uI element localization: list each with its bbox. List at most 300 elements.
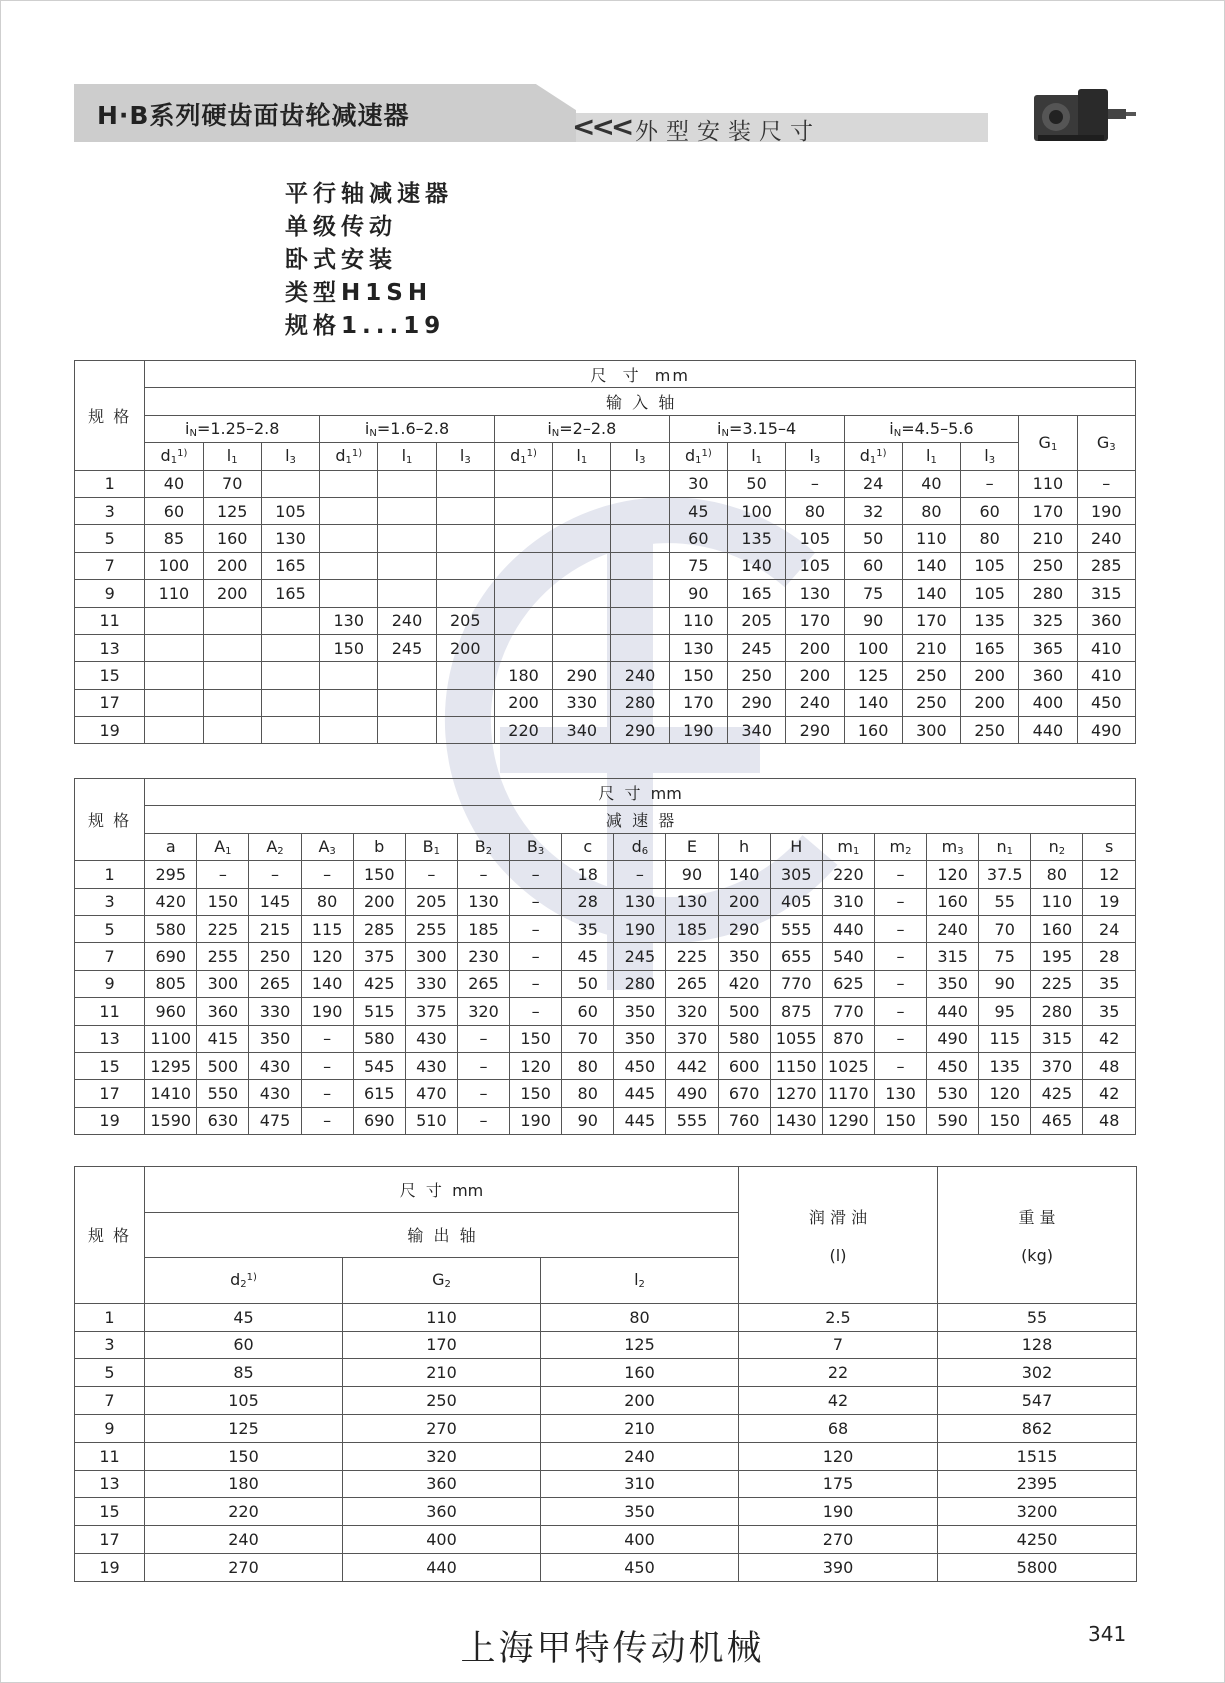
sub-header-l1: [902, 443, 960, 470]
footnote-marker: 1): [177, 448, 188, 460]
table-cell: 200: [961, 662, 1019, 689]
table-cell: 265: [457, 970, 509, 997]
table-cell: 105: [961, 580, 1019, 607]
table-cell: 430: [405, 1025, 457, 1052]
sub-header-l3: [261, 443, 319, 470]
table-cell: 220: [822, 861, 874, 888]
table-cell: 160: [541, 1359, 739, 1387]
table-cell: 430: [405, 1052, 457, 1079]
subscript: N: [369, 427, 377, 439]
table-cell: 45: [562, 943, 614, 970]
table-cell: 450: [614, 1052, 666, 1079]
sub-header-label: $d_1$: [335, 446, 352, 467]
sub-header-d1: [145, 443, 203, 470]
table-cell: 110: [669, 607, 727, 634]
table-row: [75, 970, 1136, 997]
table-cell: 615: [353, 1080, 405, 1107]
table-cell: 60: [145, 497, 203, 524]
table-cell: 40: [902, 470, 960, 497]
size-cell: 5: [75, 525, 145, 552]
table-row: [75, 1553, 1137, 1581]
size-cell: 3: [75, 1331, 145, 1359]
table-cell: [203, 634, 261, 661]
table-cell: 862: [938, 1414, 1137, 1442]
subscript: 6: [641, 845, 649, 857]
table-cell: 270: [343, 1414, 541, 1442]
table-cell: 255: [405, 915, 457, 942]
table-cell: 230: [457, 943, 509, 970]
table-cell: 510: [405, 1107, 457, 1134]
table-cell: 150: [510, 1080, 562, 1107]
size-cell: 13: [75, 1025, 145, 1052]
subscript: 1: [170, 455, 178, 467]
table-cell: [203, 689, 261, 716]
table-cell: 515: [353, 998, 405, 1025]
weight-unit: (kg): [1021, 1245, 1053, 1265]
table-cell: [553, 497, 611, 524]
subscript: 1: [580, 455, 588, 467]
size-cell: 17: [75, 689, 145, 716]
table-cell: [436, 717, 494, 744]
table-cell: [553, 525, 611, 552]
table-cell: 310: [541, 1470, 739, 1498]
subscript: 1: [1006, 845, 1013, 857]
table-cell: –: [874, 998, 926, 1025]
table-cell: 325: [1019, 607, 1077, 634]
table-cell: 160: [203, 525, 261, 552]
table-cell: 305: [770, 861, 822, 888]
table-cell: 365: [1019, 634, 1077, 661]
table-cell: [145, 689, 203, 716]
table-cell: 1410: [145, 1080, 197, 1107]
ratio-group-header: $i_N=4.5-5.6$: [844, 415, 1019, 442]
series-title: H·B系列硬齿面齿轮减速器: [97, 101, 410, 130]
table-cell: –: [510, 998, 562, 1025]
table-cell: –: [874, 970, 926, 997]
table-cell: 410: [1077, 634, 1135, 661]
table-cell: 330: [405, 970, 457, 997]
table-cell: 1295: [145, 1052, 197, 1079]
table-cell: [611, 634, 669, 661]
table-cell: 85: [145, 525, 203, 552]
table-cell: 360: [1077, 607, 1135, 634]
table-cell: 140: [718, 861, 770, 888]
table-cell: 130: [320, 607, 378, 634]
table-row: [75, 607, 1136, 634]
column-header: $B_3$: [510, 833, 562, 860]
table-cell: 430: [249, 1052, 301, 1079]
table-cell: –: [457, 1107, 509, 1134]
table-cell: 100: [727, 497, 785, 524]
table-cell: 280: [1019, 580, 1077, 607]
sub-header-d1: [844, 443, 902, 470]
table-cell: 200: [203, 552, 261, 579]
table-row: [75, 717, 1136, 744]
subscript: 3: [537, 845, 545, 857]
table-cell: 240: [378, 607, 436, 634]
table-cell: 150: [320, 634, 378, 661]
subscript: 3: [988, 455, 996, 467]
table-cell: 370: [1031, 1052, 1083, 1079]
table-cell: 48: [1083, 1052, 1136, 1079]
table-cell: [378, 717, 436, 744]
output-shaft-table: [74, 1166, 1137, 1582]
table-cell: 425: [1031, 1080, 1083, 1107]
sub-header-label: $d_1$: [684, 446, 702, 467]
table-cell: 690: [145, 943, 197, 970]
table-cell: 240: [541, 1442, 739, 1470]
table-cell: 165: [261, 552, 319, 579]
table-cell: 130: [261, 525, 319, 552]
table-cell: 42: [1083, 1080, 1136, 1107]
subscript: 1: [433, 845, 441, 857]
table-cell: 250: [902, 689, 960, 716]
table-cell: 250: [961, 717, 1019, 744]
table-cell: 1430: [770, 1107, 822, 1134]
table-cell: 440: [1019, 717, 1077, 744]
subscript: N: [551, 427, 560, 439]
table-cell: –: [301, 861, 353, 888]
table-cell: [494, 607, 552, 634]
table-cell: 1290: [822, 1107, 874, 1134]
table-cell: 80: [961, 525, 1019, 552]
table-cell: [553, 634, 611, 661]
table-cell: [203, 717, 261, 744]
table-cell: 690: [353, 1107, 405, 1134]
table-cell: 315: [1031, 1025, 1083, 1052]
table-cell: [320, 662, 378, 689]
size-cell: 7: [75, 943, 145, 970]
table-cell: 375: [405, 998, 457, 1025]
table-cell: 75: [669, 552, 727, 579]
table-cell: 370: [666, 1025, 718, 1052]
table-cell: 19: [1083, 888, 1136, 915]
table-cell: 205: [436, 607, 494, 634]
table-cell: 245: [614, 943, 666, 970]
table-cell: 240: [786, 689, 844, 716]
table-cell: [145, 717, 203, 744]
table-cell: 580: [718, 1025, 770, 1052]
table-cell: [378, 580, 436, 607]
table-cell: 250: [902, 662, 960, 689]
subscript: 3: [957, 845, 964, 857]
table-cell: 360: [197, 998, 249, 1025]
table-cell: 670: [718, 1080, 770, 1107]
table-cell: 220: [145, 1498, 343, 1526]
table-cell: 180: [145, 1470, 343, 1498]
subscript: N: [893, 427, 902, 439]
table-cell: 555: [770, 915, 822, 942]
g1-header: $G_1$: [1019, 415, 1077, 470]
size-cell: 13: [75, 634, 145, 661]
table-cell: 360: [1019, 662, 1077, 689]
table-cell: 405: [770, 888, 822, 915]
table-cell: 40: [145, 470, 203, 497]
table-cell: 180: [494, 662, 552, 689]
size-cell: 15: [75, 662, 145, 689]
table-cell: 250: [727, 662, 785, 689]
table-cell: 80: [301, 888, 353, 915]
table-cell: [320, 497, 378, 524]
table-cell: 215: [249, 915, 301, 942]
table-cell: 225: [197, 915, 249, 942]
table-cell: 140: [902, 580, 960, 607]
table-cell: [320, 470, 378, 497]
sub-header-l3: [611, 443, 669, 470]
table-cell: 42: [739, 1387, 938, 1415]
table-cell: 225: [666, 943, 718, 970]
desc-line-3: 卧式安装: [285, 247, 397, 273]
table-row: [75, 1526, 1137, 1554]
table-cell: 120: [301, 943, 353, 970]
page-number: 341: [1088, 1622, 1127, 1646]
table-row: [75, 1025, 1136, 1052]
table-cell: 190: [301, 998, 353, 1025]
subscript: 2: [638, 1279, 645, 1291]
table-cell: 110: [1019, 470, 1077, 497]
size-cell: 5: [75, 915, 145, 942]
table-cell: –: [786, 470, 844, 497]
table-cell: 32: [844, 497, 902, 524]
oil-label: 润 滑 油: [808, 1207, 868, 1227]
column-header: $A_1$: [197, 833, 249, 860]
g3-header: $G_3$: [1077, 415, 1135, 470]
size-cell: 11: [75, 998, 145, 1025]
table-cell: 580: [353, 1025, 405, 1052]
table-cell: 445: [614, 1107, 666, 1134]
table-cell: [611, 497, 669, 524]
size-cell: 19: [75, 717, 145, 744]
column-header: E: [666, 833, 718, 860]
table-cell: 300: [405, 943, 457, 970]
input-shaft-header: 输 入 轴: [145, 388, 1136, 415]
size-cell: 17: [75, 1080, 145, 1107]
table-cell: 590: [927, 1107, 979, 1134]
table-cell: [378, 662, 436, 689]
table-cell: 90: [979, 970, 1031, 997]
table-cell: 80: [902, 497, 960, 524]
table-cell: 120: [739, 1442, 938, 1470]
table-cell: 50: [562, 970, 614, 997]
table-cell: 35: [1083, 998, 1136, 1025]
table-cell: [494, 552, 552, 579]
sub-header-label: $l_1$: [751, 446, 763, 467]
size-cell: 15: [75, 1498, 145, 1526]
table-cell: 255: [197, 943, 249, 970]
table-row: [75, 662, 1136, 689]
size-cell: 17: [75, 1526, 145, 1554]
table-cell: 870: [822, 1025, 874, 1052]
size-cell: 9: [75, 580, 145, 607]
subscript: 1: [755, 455, 763, 467]
table-cell: 50: [844, 525, 902, 552]
table-cell: [436, 662, 494, 689]
table-cell: –: [961, 470, 1019, 497]
table-cell: 80: [541, 1303, 739, 1331]
table-cell: 150: [510, 1025, 562, 1052]
table-cell: 1515: [938, 1442, 1137, 1470]
sub-header-label: $l_3$: [809, 446, 821, 467]
table-cell: [145, 634, 203, 661]
table-cell: 295: [145, 861, 197, 888]
table-cell: –: [301, 1080, 353, 1107]
table-cell: 195: [1031, 943, 1083, 970]
size-cell: 15: [75, 1052, 145, 1079]
table-cell: 655: [770, 943, 822, 970]
subscript: 3: [639, 455, 646, 467]
size-cell: 19: [75, 1553, 145, 1581]
table-cell: [436, 580, 494, 607]
table-cell: –: [510, 888, 562, 915]
table-row: [75, 497, 1136, 524]
subscript: 3: [813, 455, 821, 467]
table-cell: [261, 662, 319, 689]
table-cell: –: [457, 861, 509, 888]
table-cell: 960: [145, 998, 197, 1025]
table-cell: 375: [353, 943, 405, 970]
table-cell: 425: [353, 970, 405, 997]
table-cell: 300: [197, 970, 249, 997]
table-cell: 4250: [938, 1526, 1137, 1554]
sub-header-label: $d_1$: [859, 446, 877, 467]
table-cell: 105: [961, 552, 1019, 579]
sub-header-label: $d_1$: [160, 446, 178, 467]
section-title: 外型安装尺寸: [635, 119, 821, 145]
table-cell: 442: [666, 1052, 718, 1079]
table-cell: 185: [666, 915, 718, 942]
table-cell: 150: [353, 861, 405, 888]
table-cell: 75: [844, 580, 902, 607]
sub-header-l3: [961, 443, 1019, 470]
table-cell: 200: [541, 1387, 739, 1415]
column-header: a: [145, 833, 197, 860]
table-cell: 150: [145, 1442, 343, 1470]
table-cell: 1270: [770, 1080, 822, 1107]
table-cell: 770: [822, 998, 874, 1025]
table-cell: [494, 580, 552, 607]
sub-header-label: $l_3$: [285, 446, 296, 467]
size-cell: 1: [75, 470, 145, 497]
subscript: 3: [289, 455, 296, 467]
table-cell: 150: [874, 1107, 926, 1134]
table-cell: 240: [1077, 525, 1135, 552]
table-row: [75, 634, 1136, 661]
table-cell: 85: [145, 1359, 343, 1387]
table-cell: 760: [718, 1107, 770, 1134]
size-cell: 13: [75, 1470, 145, 1498]
table-cell: 130: [669, 634, 727, 661]
table-cell: 165: [727, 580, 785, 607]
subscript: 1: [406, 455, 413, 467]
column-header: $B_2$: [457, 833, 509, 860]
table-cell: [261, 689, 319, 716]
table-cell: [378, 689, 436, 716]
table-cell: 500: [718, 998, 770, 1025]
subscript: 2: [905, 845, 912, 857]
table-cell: 330: [249, 998, 301, 1025]
table-cell: 55: [938, 1303, 1137, 1331]
table-cell: 245: [378, 634, 436, 661]
table-row: [75, 1387, 1137, 1415]
subscript: N: [189, 427, 197, 439]
table-cell: 110: [1031, 888, 1083, 915]
size-cell: 1: [75, 861, 145, 888]
table-cell: 465: [1031, 1107, 1083, 1134]
table-cell: [261, 607, 319, 634]
subscript: 1: [345, 455, 352, 467]
table-cell: 210: [1019, 525, 1077, 552]
table-cell: 145: [249, 888, 301, 915]
table-row: [75, 525, 1136, 552]
table-cell: 420: [718, 970, 770, 997]
subscript: 1: [695, 455, 702, 467]
table-cell: 210: [343, 1359, 541, 1387]
table-row: [75, 1498, 1137, 1526]
d2-note: 1): [246, 1272, 257, 1284]
table-cell: 547: [938, 1387, 1137, 1415]
table-cell: 45: [669, 497, 727, 524]
table-cell: 625: [822, 970, 874, 997]
column-header: $B_1$: [405, 833, 457, 860]
table-cell: [611, 580, 669, 607]
table-cell: 320: [343, 1442, 541, 1470]
table-cell: [203, 607, 261, 634]
table-cell: 360: [343, 1498, 541, 1526]
table-cell: 250: [1019, 552, 1077, 579]
table-cell: 90: [562, 1107, 614, 1134]
table-cell: 580: [145, 915, 197, 942]
table-cell: 410: [1077, 662, 1135, 689]
table-cell: 445: [614, 1080, 666, 1107]
table-cell: 805: [145, 970, 197, 997]
table-cell: –: [457, 1052, 509, 1079]
column-header: $n_1$: [979, 833, 1031, 860]
table-cell: –: [614, 861, 666, 888]
sub-header-l1: [378, 443, 436, 470]
table-cell: [145, 607, 203, 634]
footnote-marker: 1): [701, 448, 712, 460]
table-cell: 290: [786, 717, 844, 744]
table-cell: [436, 525, 494, 552]
table-cell: 210: [902, 634, 960, 661]
table-cell: 315: [927, 943, 979, 970]
table-cell: 265: [666, 970, 718, 997]
column-header: $A_2$: [249, 833, 301, 860]
subscript: 1: [225, 845, 232, 857]
table-cell: 100: [844, 634, 902, 661]
table-cell: 165: [961, 634, 1019, 661]
subscript: 2: [485, 845, 493, 857]
table-cell: 130: [666, 888, 718, 915]
table-cell: 90: [669, 580, 727, 607]
table-cell: –: [874, 888, 926, 915]
table-cell: [261, 717, 319, 744]
desc-line-2: 单级传动: [285, 214, 397, 240]
subscript: 2: [277, 845, 284, 857]
table-cell: 3200: [938, 1498, 1137, 1526]
desc-line-5: 规格1...19: [285, 313, 446, 339]
sub-header-label: $l_3$: [459, 446, 471, 467]
dimension-header: 尺 寸 mm: [145, 1167, 739, 1213]
table-cell: 80: [1031, 861, 1083, 888]
table-cell: [553, 470, 611, 497]
table-row: [75, 1052, 1136, 1079]
table-cell: 135: [727, 525, 785, 552]
table-cell: –: [510, 861, 562, 888]
table-cell: 130: [614, 888, 666, 915]
table-cell: 265: [249, 970, 301, 997]
sub-header-label: $d_1$: [510, 446, 527, 467]
